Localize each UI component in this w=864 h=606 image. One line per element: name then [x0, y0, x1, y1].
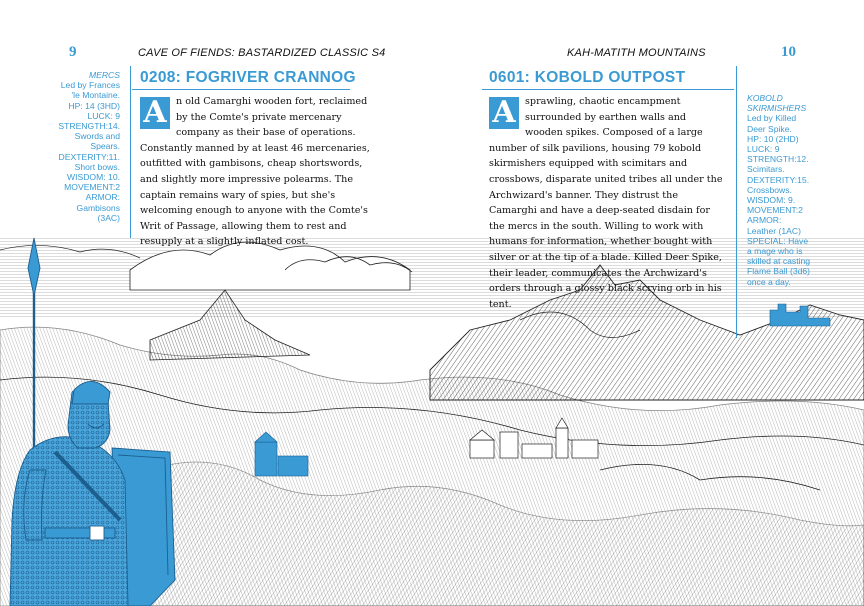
stat-line: Deer Spike. [747, 123, 792, 134]
stat-line: Gambisons [76, 202, 120, 213]
stat-line: Swords and [74, 131, 120, 142]
dropcap: A [489, 97, 519, 129]
stat-line: Scimitars. [747, 164, 785, 175]
body-paragraph: n old Camarghi wooden fort, reclaimed by the Comte's private mercenary company as their base of operations. Constantly manned by at least 46 mercenaries, outfitted with gambisons, cheap shortswords, and slightly more impressive polearms. The captain remains wary of spies, but she's welcoming enough to anyone with the Comte's Writ of Passage, allowing them to rest and resupply at a slightly inflated cost. [140, 96, 370, 248]
stat-line: Spears. [90, 141, 120, 152]
stat-line: a mage who is [747, 246, 803, 257]
column-divider [130, 66, 131, 238]
stat-line: 'le Montaine. [71, 90, 120, 101]
stat-line: HP: 10 (2HD) [747, 133, 799, 144]
stat-line: STRENGTH:14. [58, 121, 120, 132]
stat-line: DEXTERITY:11. [58, 151, 120, 162]
stat-line: Leather (1AC) [747, 225, 801, 236]
stat-line: DEXTERITY:15. [747, 174, 810, 185]
stat-line: HP: 14 (3HD) [68, 100, 120, 111]
fogriver-crannog-body [140, 94, 380, 250]
stat-line: Flame Ball (3d6) [747, 266, 811, 277]
right-running-title: KAH-MATITH MOUNTAINS [567, 47, 706, 59]
title-underline [132, 89, 350, 90]
stat-line: Led by Frances [60, 80, 120, 91]
stat-line: MOVEMENT:2 [64, 182, 120, 193]
sky [0, 235, 864, 318]
stat-line: skilled at casting [747, 256, 811, 267]
stat-line: LUCK: 9 [747, 144, 780, 155]
fogriver-crannog-title: 0208: FOGRIVER CRANNOG [140, 69, 356, 86]
left-running-title: CAVE OF FIENDS: BASTARDIZED CLASSIC S4 [138, 47, 386, 59]
body-paragraph: sprawling, chaotic encampment surrounded by earthen walls and wooden spikes. Composed of a large number of silk pavilions, housing 79 kobold skirmishers equipped with scimitars and crossbows, disparate united tribes all under the Archwizard's banner. They distrust the Camarghi and have a deep-seated disdain for the mercs in the south. Willing to work with humans for information, whether bought with silver or at the tip of a blade. Killed Deer Spike, their leader, communicates the Archwizard's orders through a glossy black scrying orb in his tent. [489, 96, 723, 310]
kobold-skirmishers-stat-block [747, 93, 819, 287]
kobold-outpost-body [489, 94, 725, 312]
stat-line: Short bows. [74, 161, 120, 172]
dropcap: A [140, 97, 170, 129]
kobold-outpost-title: 0601: KOBOLD OUTPOST [489, 69, 686, 86]
stat-line: LUCK: 9 [87, 110, 120, 121]
right-page-number: 10 [781, 44, 796, 60]
stat-line: Led by Killed [747, 113, 797, 124]
stat-line: Crossbows. [747, 184, 792, 195]
stat-block-title: SKIRMISHERS [747, 103, 807, 114]
stat-block-title: MERCS [88, 70, 120, 80]
stat-line: (3AC) [97, 212, 120, 223]
mercs-stat-block [40, 70, 120, 223]
stat-block-title: KOBOLD [747, 93, 783, 103]
left-page-number: 9 [69, 44, 77, 60]
stat-line: once a day. [747, 276, 791, 287]
column-divider [736, 66, 737, 338]
stat-line: STRENGTH:12. [747, 154, 809, 165]
stat-line: WISDOM: 9. [747, 195, 796, 206]
stat-line: MOVEMENT:2 [747, 205, 803, 216]
stat-line: WISDOM: 10. [66, 172, 120, 183]
title-underline [482, 89, 734, 90]
stat-line: ARMOR: [85, 192, 120, 203]
stat-line: SPECIAL: Have [747, 235, 809, 246]
stat-line: ARMOR: [747, 215, 782, 226]
